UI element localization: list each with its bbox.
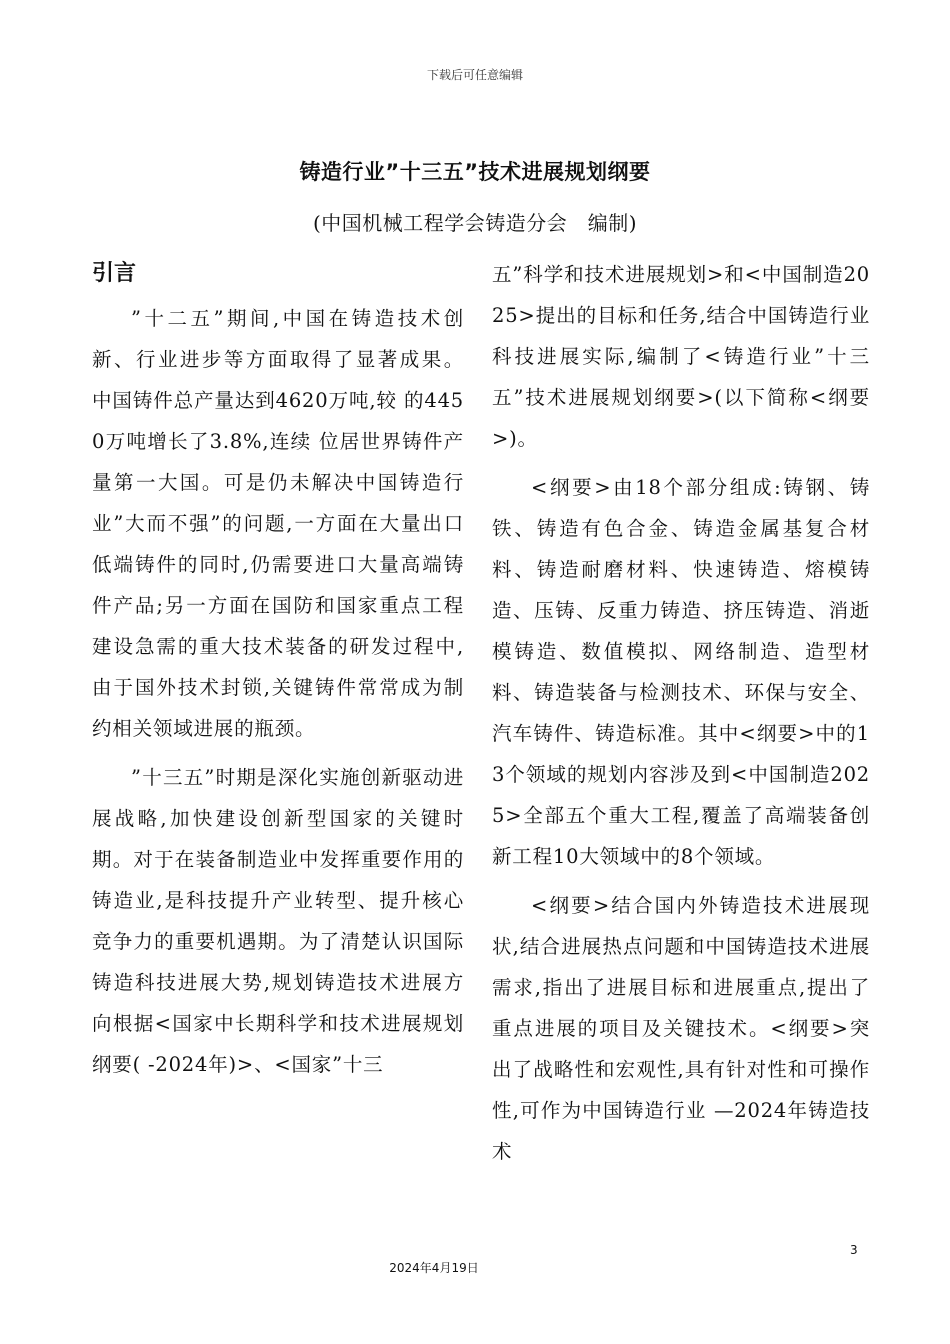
section-heading-introduction: 引言 <box>92 261 137 286</box>
header-note: 下载后可任意编辑 <box>426 68 523 82</box>
footer-date: 2024年4月19日 <box>389 1261 479 1275</box>
right-column <box>492 252 870 1180</box>
document-subtitle: (中国机械工程学会铸造分会 编制) <box>312 211 638 235</box>
left-column <box>92 252 464 1093</box>
outline-summary-paragraph: <纲要>结合国内外铸造技术进展现状,结合进展热点问题和中国铸造技术进展需求,指出了进展目标和进展重点,提出了重点进展的项目及关键技术。<纲要>突出了战略性和宏观性,具有针对性和可操作性,可作为中国铸造行业 —2024年铸造技术 <box>492 894 870 1163</box>
document-title: 铸造行业”十三五”技术进展规划纲要 <box>299 160 651 184</box>
intro-paragraph-2: ”十三五”时期是深化实施创新驱动进展战略,加快建设创新型国家的关键时期。对于在装备制造业中发挥重要作用的铸造业,是科技提升产业转型、提升核心竞争力的重要机遇期。为了清楚认识国际铸造科技进展大势,规划铸造技术进展方向根据<国家中长期科学和技术进展规划纲要( -2024年)>、<国家”十三 <box>92 766 464 1076</box>
intro-paragraph-1: ”十二五”期间,中国在铸造技术创新、行业进步等方面取得了显著成果。 中国铸件总产量达到4620万吨,较 的4450万吨增长了3.8%,连续 位居世界铸件产量第一大国。可是仍未解决中国铸造行业”大而不强”的问题,一方面在大量出口低端铸件的同时,仍需要进口大量高端铸件产品;另一方面在国防和国家重点工程建设急需的重大技术装备的研发过程中,由于国外技术封锁,关键铸件常常成为制约相关领域进展的瓶颈。 <box>92 307 464 740</box>
continued-paragraph: 五”科学和技术进展规划>和<中国制造2025>提出的目标和任务,结合中国铸造行业科技进展实际,编制了<铸造行业”十三五”技术进展规划纲要>(以下简称<纲要>)。 <box>492 263 870 450</box>
outline-composition-paragraph: <纲要>由18个部分组成:铸钢、铸铁、铸造有色合金、铸造金属基复合材料、铸造耐磨材料、快速铸造、熔模铸造、压铸、反重力铸造、挤压铸造、消逝模铸造、数值模拟、网络制造、造型材料、铸造装备与检测技术、环保与安全、汽车铸件、铸造标准。其中<纲要>中的13个领域的规划内容涉及到<中国制造2025>全部五个重大工程,覆盖了高端装备创新工程10大领域中的8个领域。 <box>492 476 870 868</box>
page-number: 3 <box>850 1243 858 1257</box>
